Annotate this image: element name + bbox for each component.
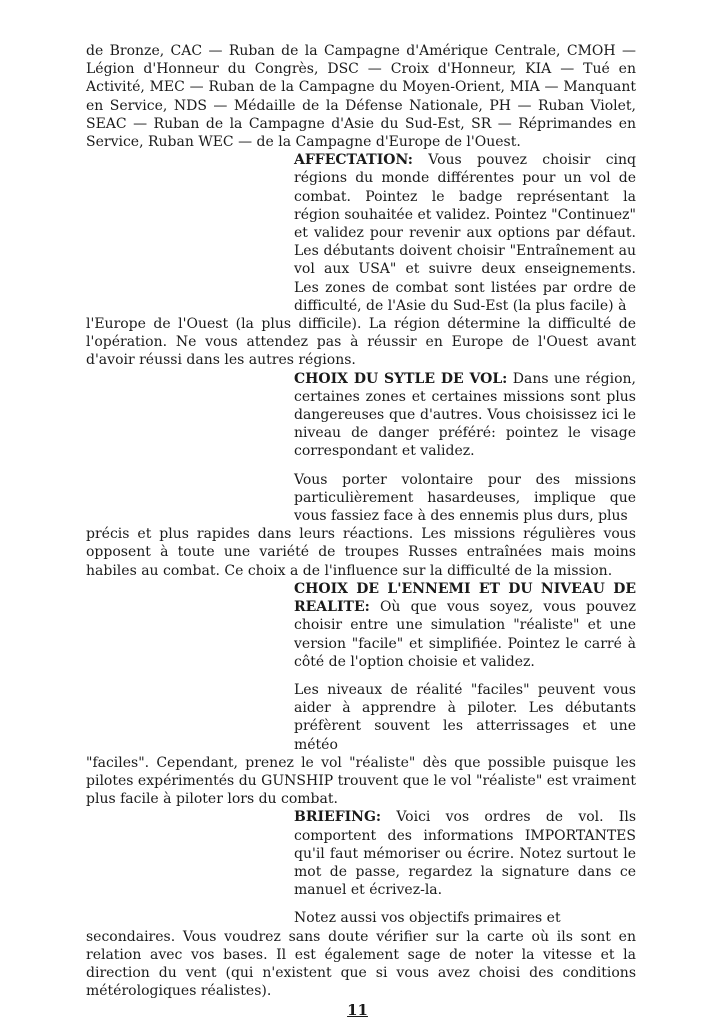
style-vol-paragraph-2: Vous porter volontaire pour des missions particulièrement hasardeuses, implique que vous fassiez face à des ennemis plus durs, plus — [294, 471, 636, 525]
briefing-paragraph — [294, 808, 636, 899]
intro-paragraph: de Bronze, CAC — Ruban de la Campagne d'Amérique Centrale, CMOH — Légion d'Honneur du Congrès, DSC — Croix d'Honneur, KIA — Tué en Activité, MEC — Ruban de la Campagne du Moyen-Orient, MIA — Manquant en Service, NDS — Médaille de la Défense Nationale, PH — Ruban Violet, SEAC — Ruban de la Campagne d'Asie du Sud-Est, SR — Réprimandes en Service, Ruban WEC — de la Campagne d'Europe de l'Ouest. — [86, 43, 636, 151]
briefing-text: Voici vos ordres de vol. Ils comportent des informations IMPORTANTES qu'il faut mémoriser ou écrire. Notez surtout le mot de passe, regardez la signature dans ce manuel et écrivez-la. — [294, 809, 636, 899]
style-vol-text: Dans une région, certaines zones et certaines missions sont plus dangereuses que d'autres. Vous choisissez ici le niveau de danger préféré: pointez le visage correspondant et validez. — [294, 370, 636, 460]
affectation-text: Vous pouvez choisir cinq régions du monde différentes pour un vol de combat. Pointez le badge représentant la région souhaitée et validez. Pointez "Continuez" et validez pour revenir aux options par défaut. Les débutants doivent choisir "Entraînement au vol aux USA" et suivre deux enseignements. Les zones de combat sont listées par ordre de difficulté, de l'Asie du Sud-Est (la plus facile) à — [294, 152, 637, 314]
affectation-heading: AFFECTATION: — [294, 152, 413, 169]
page-number: 11 — [347, 1001, 368, 1019]
style-vol-paragraph — [294, 370, 636, 461]
briefing-heading: BRIEFING: — [294, 809, 382, 826]
style-vol-heading: CHOIX DU SYTLE DE VOL: — [294, 370, 508, 387]
ennemi-continued: "faciles". Cependant, prenez le vol "réaliste" dès que possible puisque les pilotes expérimentés du GUNSHIP trouvent que le vol "réaliste" est vraiment plus facile à piloter lors du combat. — [86, 754, 636, 808]
ennemi-paragraph-2: Les niveaux de réalité "faciles" peuvent vous aider à apprendre à piloter. Les débutants préfèrent souvent les atterrissages et une météo — [294, 681, 636, 753]
affectation-paragraph — [294, 151, 636, 315]
style-vol-continued: précis et plus rapides dans leurs réactions. Les missions régulières vous opposent à toute une variété de troupes Russes entraînées mais moins habiles au combat. Ce choix a de l'influence sur la difficulté de la mission. — [86, 526, 636, 579]
ennemi-paragraph — [294, 580, 636, 671]
ennemi-heading: CHOIX DE L'ENNEMI ET DU NIVEAU DE REALITE: — [294, 580, 636, 616]
affectation-continued: l'Europe de l'Ouest (la plus difficile). La région détermine la difficulté de l'opération. Ne vous attendez pas à réussir en Europe de l'Ouest avant d'avoir réussi dans les autres régions. — [86, 316, 636, 369]
ennemi-text: Où que vous soyez, vous pouvez choisir entre une simulation "réaliste" et une version "facile" et simplifiée. Pointez le carré à côté de l'option choisie et validez. — [294, 599, 636, 670]
briefing-continued: secondaires. Vous voudrez sans doute vérifier sur la carte où ils sont en relation avec vos bases. Il est également sage de noter la vitesse et la direction du vent (qui n'existent que si vous avez choisi des conditions métérologiques réalistes). — [86, 928, 636, 1000]
manual-page — [86, 42, 636, 1000]
briefing-paragraph-2: Notez aussi vos objectifs primaires et — [294, 910, 561, 927]
